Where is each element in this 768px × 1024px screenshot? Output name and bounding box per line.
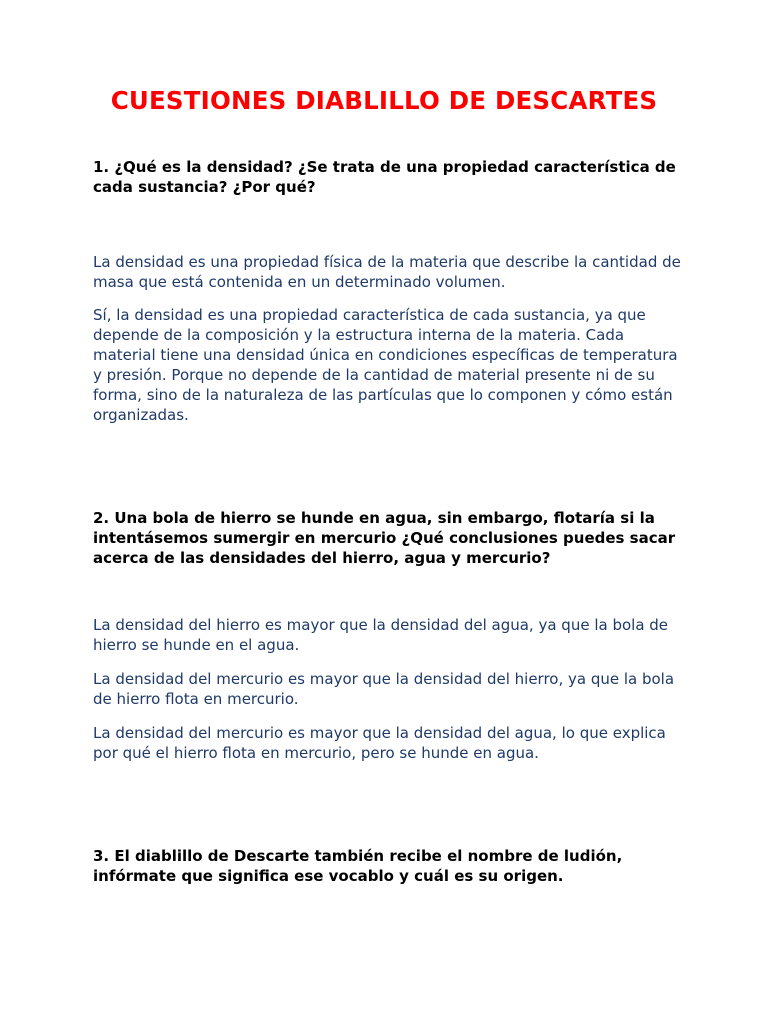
answer-1-paragraph-1: La densidad es una propiedad física de la materia que describe la cantidad de masa que está contenida en un determinado volumen. [93, 253, 681, 291]
question-2: 2. Una bola de hierro se hunde en agua, sin embargo, flotaría si la intentásemos sumergir en mercurio ¿Qué conclusiones puedes sacar acerca de las densidades del hierro, agua y mercurio? [93, 509, 676, 567]
answer-1-paragraph-2: Sí, la densidad es una propiedad característica de cada sustancia, ya que depende de la composición y la estructura interna de la materia. Cada material tiene una densidad única en condiciones específicas de temperatura y presión. Porque no depende de la cantidad de material presente ni de su forma, sino de la naturaleza de las partículas que lo componen y cómo están organizadas. [93, 306, 678, 424]
question-3: 3. El diablillo de Descarte también recibe el nombre de ludión, infórmate que significa ese vocablo y cuál es su origen. [93, 847, 623, 885]
question-1: 1. ¿Qué es la densidad? ¿Se trata de una propiedad característica de cada sustancia? ¿Por qué? [93, 158, 676, 196]
answer-2-paragraph-3: La densidad del mercurio es mayor que la densidad del agua, lo que explica por qué el hierro flota en mercurio, pero se hunde en agua. [93, 724, 666, 762]
answer-2-paragraph-1: La densidad del hierro es mayor que la densidad del agua, ya que la bola de hierro se hunde en el agua. [93, 616, 669, 654]
document-title: CUESTIONES DIABLILLO DE DESCARTES [110, 86, 658, 115]
answer-2-paragraph-2: La densidad del mercurio es mayor que la densidad del hierro, ya que la bola de hierro flota en mercurio. [93, 670, 675, 708]
